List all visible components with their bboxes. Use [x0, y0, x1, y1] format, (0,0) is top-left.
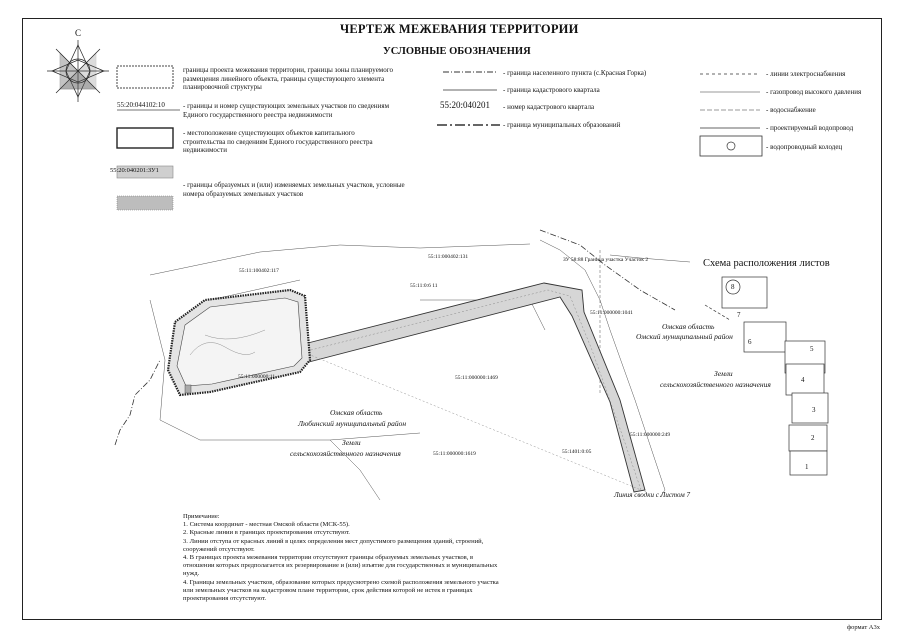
sheet-number: 1: [805, 463, 809, 471]
legend-item-cadastral-block-boundary: - граница кадастрового квартала: [503, 86, 600, 94]
sheet-number: 5: [810, 345, 814, 353]
match-line-label: Линия сводки с Листом 7: [614, 491, 690, 499]
sheet-number: 4: [801, 376, 805, 384]
legend-title: УСЛОВНЫЕ ОБОЗНАЧЕНИЯ: [383, 46, 531, 57]
scheme-region-label: Омская область: [662, 322, 715, 331]
legend-symbol-parcel-number: 55:20:044102:10: [117, 101, 165, 109]
legend-symbol-formed-parcel: 55:20:040201:ЗУ1: [110, 167, 159, 174]
scheme-district-label: Омский муниципальный район: [636, 332, 733, 341]
sheet-number: 2: [811, 434, 815, 442]
page-title: ЧЕРТЕЖ МЕЖЕВАНИЯ ТЕРРИТОРИИ: [340, 22, 579, 36]
legend-symbols-left: [117, 66, 180, 210]
sheet-number: 7: [737, 311, 741, 319]
legend-item-project-boundary: границы проекта межевания территории, границы зоны планируемого размещения линейного объекта, границы существующего элемента планировочной структуры: [183, 66, 393, 91]
legend-item-power-lines: - линии электроснабжения: [766, 70, 846, 78]
notes-title: Примечание:: [183, 513, 220, 520]
legend-item-formed-parcels: - границы образуемых и (или) изменяемых земельных участков, условные номера образуемых земельных участков: [183, 181, 405, 198]
sheet-number: 8: [731, 283, 735, 291]
legend-item-block-number: - номер кадастрового квартала: [503, 103, 595, 111]
map-district-label: Любинский муниципальный район: [298, 419, 407, 428]
sheet-number: 6: [748, 338, 752, 346]
map-zone-subtitle: сельскохозяйственного назначения: [290, 449, 401, 458]
legend-item-existing-buildings: - местоположение существующих объектов капитального строительства по сведениям Единого государственного реестра недвижимости: [183, 129, 373, 154]
parcel-label: 55:11:000000:1619: [433, 451, 476, 457]
sheet-format-label: формат А3х: [846, 624, 880, 631]
note-item: 4. Границы земельных участков, образование которых предусмотрено схемой расположения земельного участка или земельных участков на кадастровом плане территории, срок действия которой не истек в границах проектирования отсутствуют.: [183, 578, 499, 603]
parcel-label: 55:11:000000:249: [630, 432, 671, 438]
legend-item-settlement-boundary: - граница населенного пункта (с.Красная Горка): [503, 69, 647, 77]
scheme-zone-subtitle: сельскохозяйственного назначения: [660, 380, 771, 389]
parcel-label: 55:11:000402:131: [428, 254, 469, 260]
note-item: 1. Система координат - местная Омской области (МСК-55).: [183, 521, 350, 529]
legend-item-municipal-boundary: - граница муниципальных образований: [503, 121, 621, 129]
scheme-title: Схема расположения листов: [703, 258, 830, 269]
legend-item-water-well: - водопроводный колодец: [766, 143, 843, 151]
sheet-number: 3: [812, 406, 816, 414]
legend-item-planned-water-pipe: - проектируемый водопровод: [766, 124, 854, 132]
compass-rose-icon: [47, 40, 109, 102]
legend-item-water-supply: - водоснабжение: [766, 106, 816, 114]
scheme-zone-title: Земли: [714, 369, 733, 378]
parcel-label: 55:1401:0:05: [562, 449, 592, 455]
legend-symbols-right: [700, 74, 762, 156]
map-region-label: Омская область: [330, 408, 383, 417]
parcel-label: 55:11:000000:1041: [590, 310, 633, 316]
note-item: 2. Красные линии в границах проектирования отсутствуют.: [183, 529, 350, 537]
parcel-label: 55:11:100402:117: [239, 268, 279, 274]
parcel-label: 55:11:0:6 11: [410, 283, 438, 289]
red-line-note: ЗУ 58:88 Граница участка Участок 2: [563, 257, 649, 263]
notes-block: [183, 513, 503, 603]
legend-item-gas-pipeline: - газопровод высокого давления: [766, 88, 862, 96]
legend-item-existing-parcels: - границы и номер существующих земельных участков по сведениям Единого государственного реестра недвижимости: [183, 102, 390, 119]
parcel-label: 55:11:000000:11: [238, 374, 276, 380]
note-item: 3. Линии отступа от красных линий в целях определения мест допустимого размещения зданий, строений, сооружений отсутствуют.: [183, 537, 484, 553]
legend-symbols-middle: [437, 72, 500, 125]
legend-symbol-block-number: 55:20:040201: [440, 100, 491, 110]
note-item: 4. В границах проекта межевания территории отсутствуют границы образуемых земельных участков, в отношении которых предполагается их резервирование и (или) изъятие для государственных и муниципальных нужд.: [183, 554, 498, 578]
map-zone-title: Земли: [342, 438, 361, 447]
parcel-label: 55:11:000000:1469: [455, 375, 498, 381]
compass-north-label: С: [75, 28, 82, 38]
